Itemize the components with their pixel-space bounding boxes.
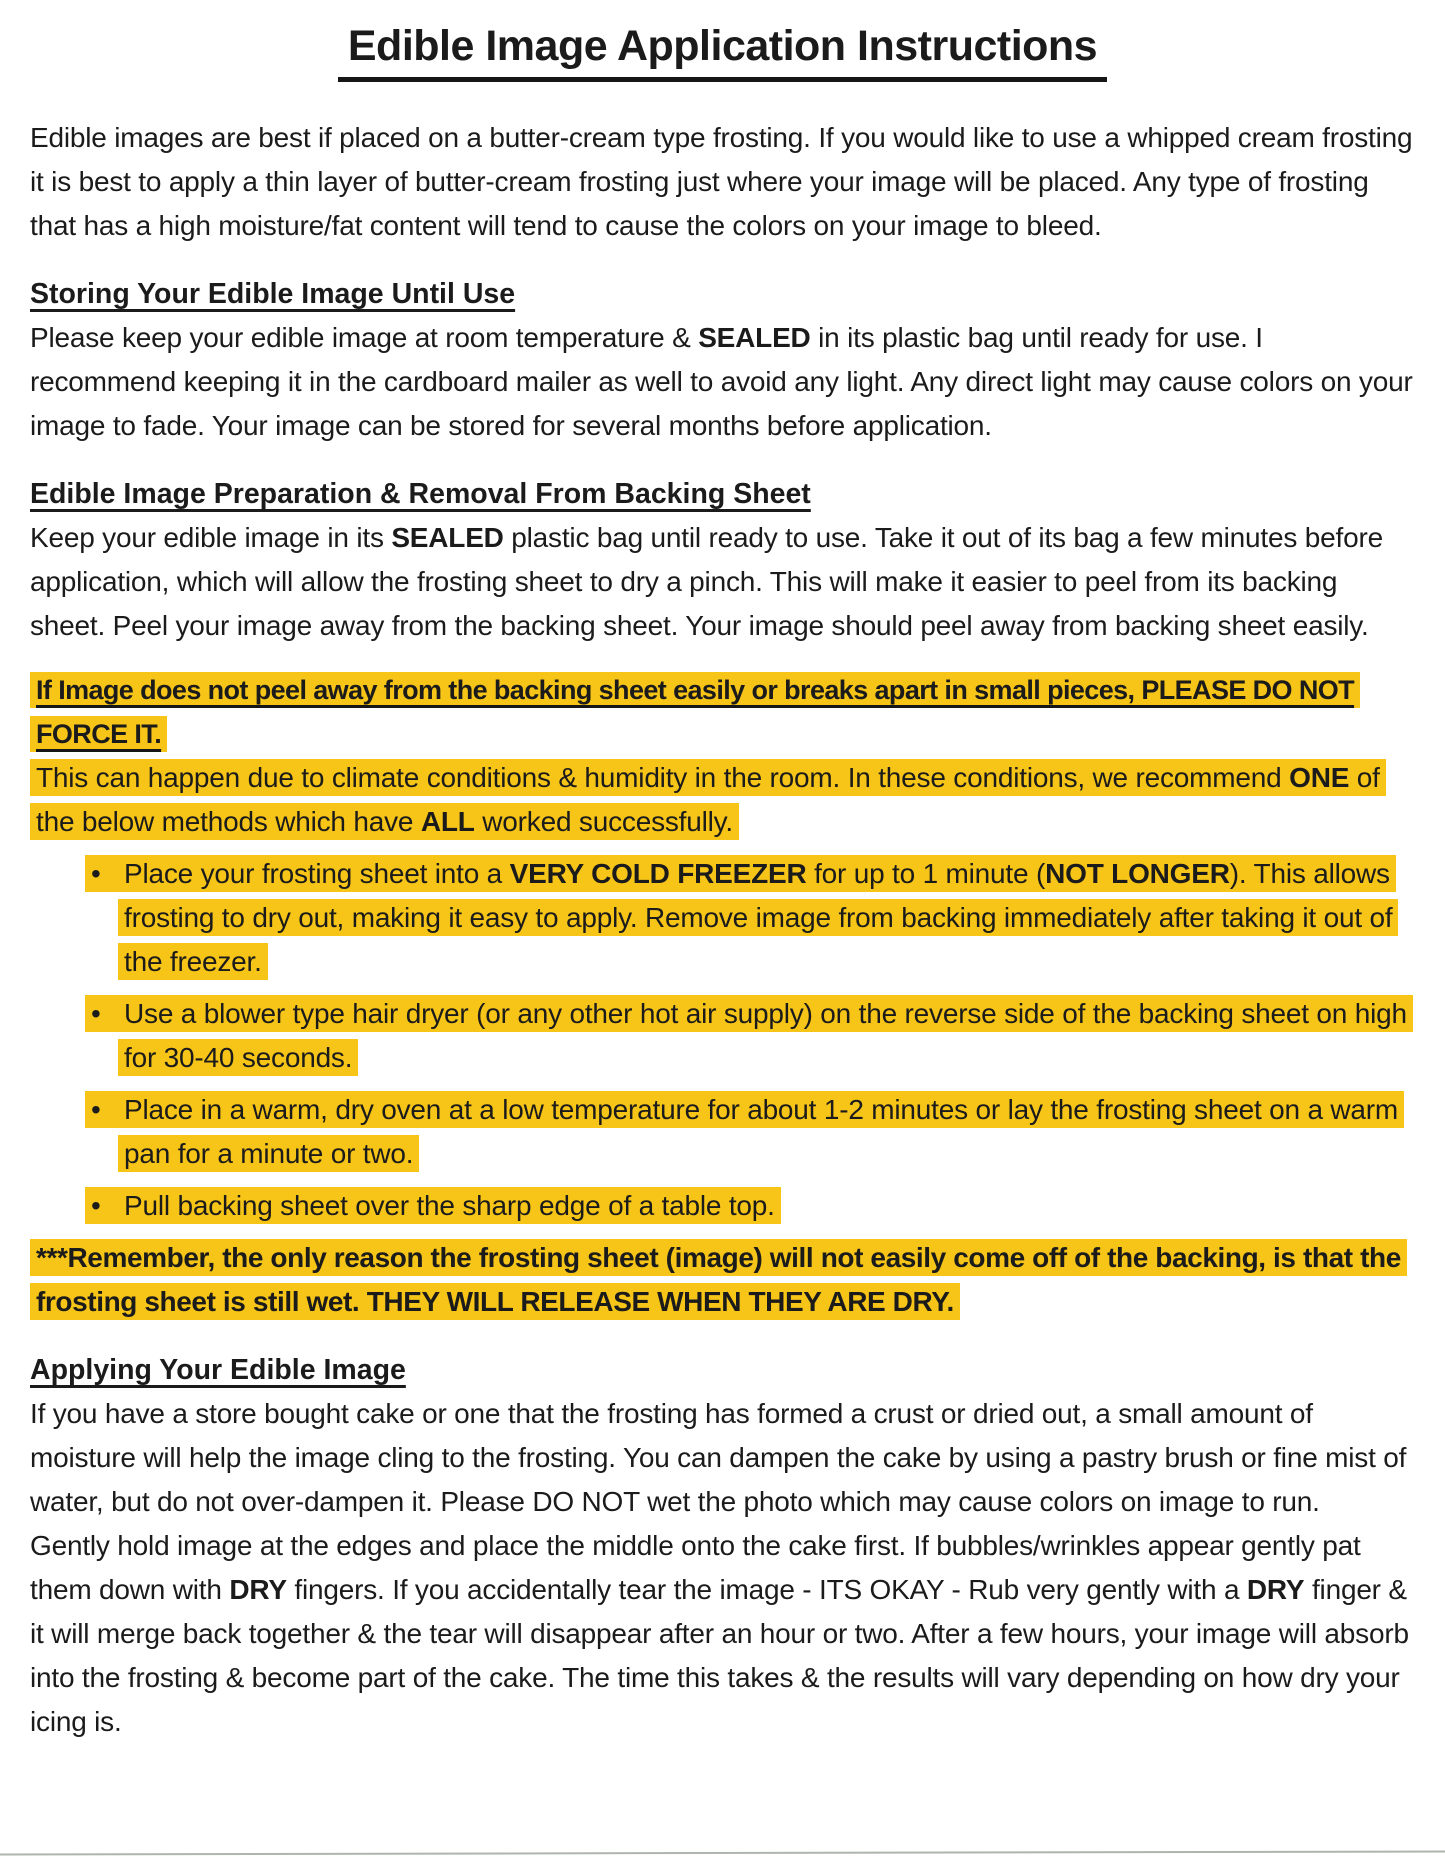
list-item-text: Place your frosting sheet into a VERY COLD FREEZER for up to 1 minute (NOT LONGER). This allows frosting to dry out, making it easy to apply. Remove image from backing immediately after taking it out of the freezer. xyxy=(124,858,1393,977)
warning-heading-highlight: If Image does not peel away from the backing sheet easily or breaks apart in small pieces, PLEASE DO NOT FORCE IT. xyxy=(30,672,1360,752)
bullet-icon: • xyxy=(91,858,101,889)
prep-section-heading: Edible Image Preparation & Removal From Backing Sheet xyxy=(30,478,811,510)
warning-heading xyxy=(30,668,1415,756)
list-item xyxy=(30,852,1415,984)
list-item xyxy=(30,992,1415,1080)
prep-paragraph: Keep your edible image in its SEALED plastic bag until ready to use. Take it out of its bag a few minutes before application, which will allow the frosting sheet to dry a pinch. This will make it easier to peel from its backing sheet. Peel your image away from the backing sheet. Your image should peel away from backing sheet easily. xyxy=(30,522,1383,641)
bullet-icon: • xyxy=(91,1190,101,1221)
remember-note-highlight: ***Remember, the only reason the frosting sheet (image) will not easily come off of the backing, is that the frosting sheet is still wet. THEY WILL RELEASE WHEN THEY ARE DRY. xyxy=(30,1239,1407,1320)
list-item xyxy=(30,1184,1415,1228)
applying-section-heading: Applying Your Edible Image xyxy=(30,1354,406,1386)
page-title: Edible Image Application Instructions xyxy=(338,22,1107,82)
methods-list xyxy=(30,852,1415,1228)
bullet-icon: • xyxy=(91,1094,101,1125)
list-item xyxy=(30,1088,1415,1176)
list-item-text: Place in a warm, dry oven at a low temperature for about 1-2 minutes or lay the frosting sheet on a warm pan for a minute or two. xyxy=(124,1094,1399,1169)
applying-paragraph-1: If you have a store bought cake or one that the frosting has formed a crust or dried out, a small amount of moisture will help the image cling to the frosting. You can dampen the cake by using a pastry brush or fine mist of water, but do not over-dampen it. Please DO NOT wet the photo which may cause colors on image to run. xyxy=(30,1398,1407,1517)
warning-intro xyxy=(30,756,1415,844)
applying-paragraph-2: Gently hold image at the edges and place the middle onto the cake first. If bubbles/wrinkles appear gently pat them down with DRY fingers. If you accidentally tear the image - ITS OKAY - Rub very gently with a DRY finger & it will merge back together & the tear will disappear after an hour or two. After a few hours, your image will absorb into the frosting & become part of the cake. The time this takes & the results will vary depending on how dry your icing is. xyxy=(30,1530,1409,1737)
list-item-text: Pull backing sheet over the sharp edge of a table top. xyxy=(124,1190,775,1221)
list-item-text: Use a blower type hair dryer (or any other hot air supply) on the reverse side of the backing sheet on high for 30-40 seconds. xyxy=(124,998,1407,1073)
intro-paragraph: Edible images are best if placed on a butter-cream type frosting. If you would like to use a whipped cream frosting it is best to apply a thin layer of butter-cream frosting just where your image will be placed. Any type of frosting that has a high moisture/fat content will tend to cause the colors on your image to bleed. xyxy=(30,122,1413,241)
storing-paragraph: Please keep your edible image at room temperature & SEALED in its plastic bag until ready for use. I recommend keeping it in the cardboard mailer as well to avoid any light. Any direct light may cause colors on your image to fade. Your image can be stored for several months before application. xyxy=(30,322,1413,441)
storing-section-heading: Storing Your Edible Image Until Use xyxy=(30,278,516,310)
bullet-icon: • xyxy=(91,998,101,1029)
remember-note xyxy=(30,1236,1415,1324)
title-wrap xyxy=(30,22,1415,82)
warning-intro-highlight: This can happen due to climate conditions & humidity in the room. In these conditions, we recommend ONE of the below methods which have ALL worked successfully. xyxy=(30,759,1386,840)
page-bottom-edge xyxy=(0,1850,1445,1855)
